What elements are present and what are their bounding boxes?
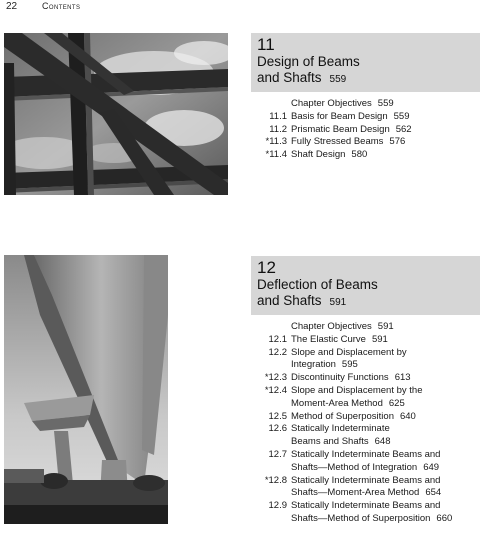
section-title-line xyxy=(291,500,480,513)
section-page: 591 xyxy=(371,333,388,345)
toc-entry xyxy=(251,334,480,347)
section-title-line xyxy=(291,513,480,526)
section-title-text: Slope and Displacement by the xyxy=(291,384,423,396)
section-title-line xyxy=(291,136,480,149)
chapter-header xyxy=(251,33,480,92)
section-page: 660 xyxy=(436,512,453,524)
section-title-line xyxy=(291,124,480,137)
toc-entry xyxy=(251,136,480,149)
running-title: Contents xyxy=(42,1,81,11)
section-title-line xyxy=(291,398,480,411)
chapter-title-line xyxy=(257,293,474,311)
section-number: 12.9 xyxy=(268,500,287,512)
section-number: 12.2 xyxy=(268,346,287,358)
chapter-title-text: and Shafts xyxy=(257,70,322,85)
section-title-line xyxy=(291,436,480,449)
section-page: 559 xyxy=(377,98,394,109)
section-title-line xyxy=(291,98,480,111)
section-title xyxy=(291,423,480,449)
section-number: *11.4 xyxy=(265,149,287,161)
section-title-text: Moment-Area Method xyxy=(291,397,383,409)
section-number xyxy=(251,321,291,334)
page-header xyxy=(6,1,80,12)
section-number: 11.1 xyxy=(269,110,287,122)
toc-entry xyxy=(251,149,480,162)
section-page: 654 xyxy=(425,487,442,499)
section-page: 562 xyxy=(395,123,412,135)
section-title xyxy=(291,449,480,475)
toc-entry xyxy=(251,372,480,385)
section-title-text: Chapter Objectives xyxy=(291,321,372,332)
section-title xyxy=(291,500,480,526)
section-title-line xyxy=(291,334,480,347)
toc-entry xyxy=(251,347,480,373)
section-number: 12.5 xyxy=(268,410,287,422)
section-number: 12.6 xyxy=(268,423,287,435)
chapter-11-section xyxy=(251,33,480,162)
section-title-line xyxy=(291,475,480,488)
chapter-12-entries xyxy=(251,321,480,526)
section-title xyxy=(291,385,480,411)
section-page: 559 xyxy=(393,110,410,122)
section-title xyxy=(291,475,480,501)
section-title-text: Chapter Objectives xyxy=(291,98,372,109)
toc-entry xyxy=(251,475,480,501)
section-title-line xyxy=(291,359,480,372)
section-number: 11.2 xyxy=(269,123,287,135)
section-title-text: Shaft Design xyxy=(291,149,346,161)
toc-entry xyxy=(251,98,480,111)
section-title-line xyxy=(291,385,480,398)
toc-entry xyxy=(251,111,480,124)
section-title xyxy=(291,321,480,334)
section-title xyxy=(291,149,480,162)
chapter-title xyxy=(257,277,474,311)
section-page: 640 xyxy=(399,410,416,422)
toc-entry xyxy=(251,321,480,334)
chapter-title-line xyxy=(257,70,474,88)
toc-entry xyxy=(251,449,480,475)
section-title-text: Prismatic Beam Design xyxy=(291,123,390,135)
section-number: *12.8 xyxy=(264,474,287,486)
section-title-text: Slope and Displacement by xyxy=(291,346,407,358)
section-title xyxy=(291,411,480,424)
section-number: 12.7 xyxy=(268,448,287,460)
section-title-line xyxy=(291,423,480,436)
section-title-text: Statically Indeterminate Beams and xyxy=(291,448,441,460)
section-title-text: The Elastic Curve xyxy=(291,333,366,345)
section-title-line xyxy=(291,411,480,424)
section-page: 648 xyxy=(374,436,391,448)
section-title-text: Shafts—Moment-Area Method xyxy=(291,487,420,499)
section-title-text: Fully Stressed Beams xyxy=(291,136,384,148)
chapter-title-text: and Shafts xyxy=(257,293,322,308)
concrete-overpass-photo xyxy=(4,255,168,524)
steel-beams-photo xyxy=(4,33,228,195)
section-number xyxy=(251,98,291,111)
page-number: 22 xyxy=(6,1,18,12)
section-title xyxy=(291,347,480,373)
section-title-line xyxy=(291,487,480,500)
section-title xyxy=(291,98,480,111)
section-title-line xyxy=(291,449,480,462)
chapter-page: 559 xyxy=(329,74,347,85)
section-title-line xyxy=(291,149,480,162)
section-number: *11.3 xyxy=(265,136,287,148)
section-title xyxy=(291,124,480,137)
chapter-title xyxy=(257,54,474,88)
section-page: 580 xyxy=(351,149,368,161)
section-page: 595 xyxy=(341,359,358,371)
section-number: *12.3 xyxy=(264,372,287,384)
section-page: 625 xyxy=(388,397,405,409)
section-page: 613 xyxy=(394,372,411,384)
section-title-text: Statically Indeterminate Beams and xyxy=(291,500,441,512)
toc-entry xyxy=(251,385,480,411)
section-title xyxy=(291,111,480,124)
section-title-line xyxy=(291,347,480,360)
section-title xyxy=(291,136,480,149)
section-number: 12.1 xyxy=(268,333,287,345)
toc-entry xyxy=(251,411,480,424)
section-title-text: Beams and Shafts xyxy=(291,436,369,448)
section-title-text: Discontinuity Functions xyxy=(291,372,389,384)
section-title-line xyxy=(291,321,480,334)
chapter-page: 591 xyxy=(329,297,347,308)
section-title-line xyxy=(291,462,480,475)
section-title-line xyxy=(291,111,480,124)
section-title-text: Method of Superposition xyxy=(291,410,394,422)
section-title-text: Shafts—Method of Integration xyxy=(291,461,418,473)
toc-entry xyxy=(251,500,480,526)
section-title-text: Integration xyxy=(291,359,336,371)
section-title-line xyxy=(291,372,480,385)
chapter-title-line: Design of Beams xyxy=(257,54,360,69)
section-page: 576 xyxy=(389,136,406,148)
section-title xyxy=(291,334,480,347)
section-title-text: Statically Indeterminate Beams and xyxy=(291,474,441,486)
chapter-11-entries xyxy=(251,98,480,162)
section-page: 591 xyxy=(377,321,394,332)
chapter-number: 11 xyxy=(257,35,275,54)
section-title-text: Basis for Beam Design xyxy=(291,110,388,122)
chapter-header xyxy=(251,256,480,315)
toc-entry xyxy=(251,423,480,449)
chapter-12-section xyxy=(251,256,480,526)
section-title-text: Statically Indeterminate xyxy=(291,423,390,435)
section-title-text: Shafts—Method of Superposition xyxy=(291,512,431,524)
chapter-title-line: Deflection of Beams xyxy=(257,277,378,292)
section-title xyxy=(291,372,480,385)
chapter-number: 12 xyxy=(257,258,276,277)
section-number: *12.4 xyxy=(264,384,287,396)
toc-entry xyxy=(251,124,480,137)
section-page: 649 xyxy=(423,461,440,473)
